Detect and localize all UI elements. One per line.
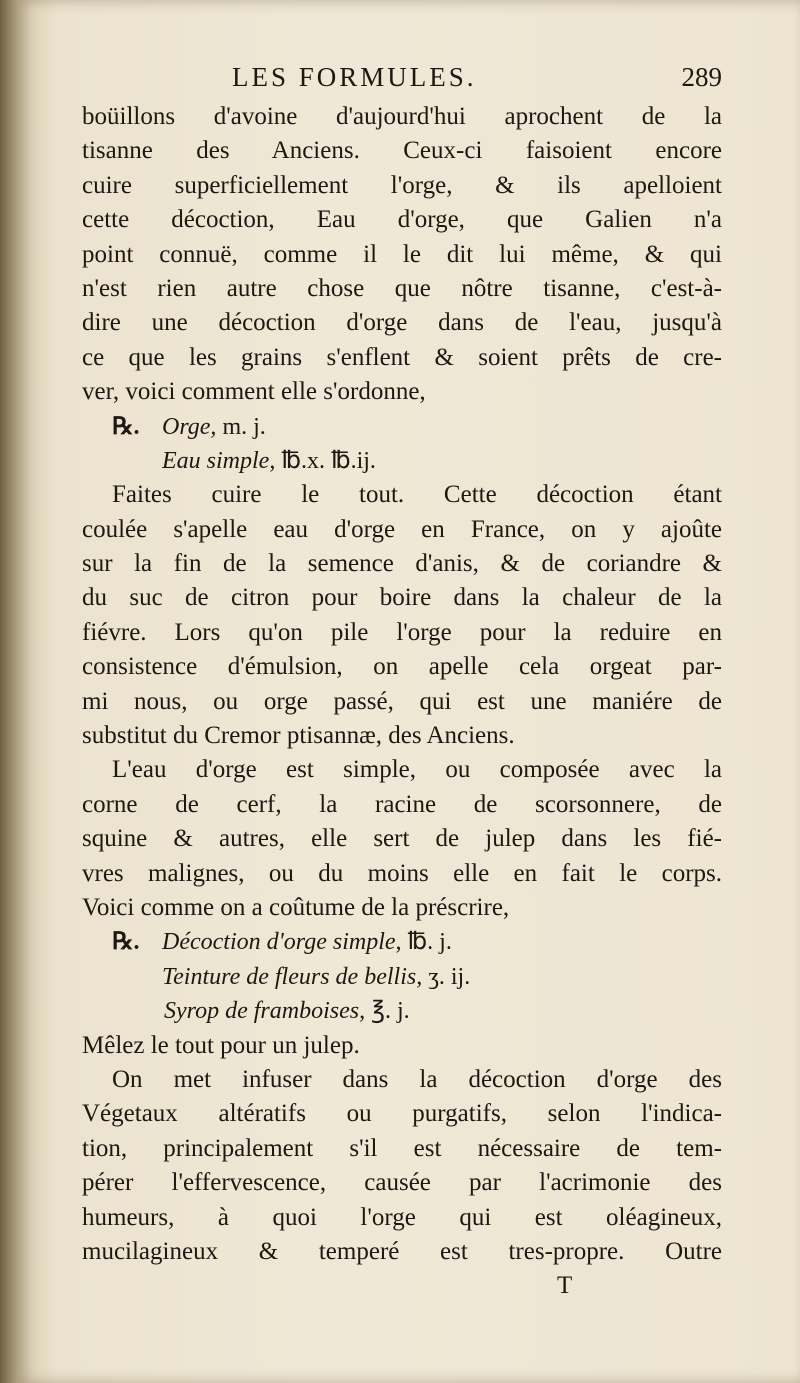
text-line: mi nous, ou orge passé, qui est une maniére de: [82, 687, 722, 715]
recipe-ingredient: Teinture de fleurs de bellis,: [162, 963, 423, 990]
recipe-dose: m. j.: [222, 413, 266, 440]
recipe-dose: ℔.x. ℔.ij.: [281, 447, 376, 474]
page-text: [82, 62, 722, 1303]
recipe-line: [82, 444, 722, 478]
text-line: Végetaux altératifs ou purgatifs, selon l'indica-: [82, 1100, 722, 1128]
text-line: sur la fin de la semence d'anis, & de coriandre &: [82, 550, 722, 578]
text-line: cuire superficiellement l'orge, & ils apelloient: [82, 171, 722, 199]
text-line: du suc de citron pour boire dans la chaleur de la: [82, 584, 722, 612]
text-line: ce que les grains s'enflent & soient prêts de cre-: [82, 343, 722, 371]
text-line: fiévre. Lors qu'on pile l'orge pour la reduire en: [82, 618, 722, 646]
recipe-ingredient: Orge,: [162, 413, 217, 440]
recipe-symbol: ℞.: [112, 413, 140, 440]
text-line: point connuë, comme il le dit lui même, & qui: [82, 240, 722, 268]
recipe-line: [82, 994, 722, 1028]
text-line: n'est rien autre chose que nôtre tisanne, c'est-à-: [82, 274, 722, 302]
book-page: [18, 0, 800, 1383]
text-line: squine & autres, elle sert de julep dans les fié-: [82, 825, 722, 853]
recipe-ingredient: Eau simple,: [162, 447, 276, 474]
text-line: L'eau d'orge est simple, ou composée avec la: [112, 756, 722, 784]
text-line: On met infuser dans la décoction d'orge des: [112, 1065, 722, 1093]
recipe-dose: ℥. j.: [371, 998, 410, 1025]
recipe-ingredient: Syrop de framboises,: [164, 998, 366, 1025]
page-header: [232, 62, 722, 100]
recipe-ingredient: Décoction d'orge simple,: [162, 929, 402, 956]
text-line: consistence d'émulsion, on apelle cela orgeat par-: [82, 653, 722, 681]
page-number: 289: [681, 62, 722, 92]
running-title: LES FORMULES.: [232, 62, 477, 92]
text-line: ver, voici comment elle s'ordonne,: [82, 378, 426, 406]
recipe-symbol: ℞.: [112, 929, 140, 956]
recipe-line: [82, 925, 722, 959]
recipe-dose: ʒ. ij.: [428, 963, 471, 990]
signature-mark: T: [557, 1272, 573, 1300]
text-line: coulée s'apelle eau d'orge en France, on y ajoûte: [82, 515, 722, 543]
book-spine: [0, 0, 18, 1383]
text-line: vres malignes, ou du moins elle en fait le corps.: [82, 859, 722, 887]
text-line: Faites cuire le tout. Cette décoction étant: [112, 481, 722, 509]
text-line: cette décoction, Eau d'orge, que Galien n'a: [82, 206, 722, 234]
text-line: tisanne des Anciens. Ceux-ci faisoient encore: [82, 137, 722, 165]
text-line: mucilagineux & temperé est tres-propre. Outre: [82, 1237, 722, 1265]
text-line: Mêlez le tout pour un julep.: [82, 1031, 360, 1059]
text-line: Voici comme on a coûtume de la préscrire,: [82, 893, 510, 921]
text-line: dire une décoction d'orge dans de l'eau, jusqu'à: [82, 309, 722, 337]
text-line: boüillons d'avoine d'aujourd'hui aprochent de la: [82, 103, 722, 130]
text-line: tion, principalement s'il est nécessaire de tem-: [82, 1134, 722, 1162]
text-line: pérer l'effervescence, causée par l'acrimonie des: [82, 1169, 722, 1197]
recipe-line: [82, 960, 722, 994]
text-line: substitut du Cremor ptisannæ, des Anciens.: [82, 722, 515, 750]
text-line: corne de cerf, la racine de scorsonnere, de: [82, 790, 722, 818]
recipe-line: [82, 410, 722, 444]
recipe-dose: ℔. j.: [407, 929, 452, 956]
text-line: humeurs, à quoi l'orge qui est oléagineux,: [82, 1203, 722, 1231]
